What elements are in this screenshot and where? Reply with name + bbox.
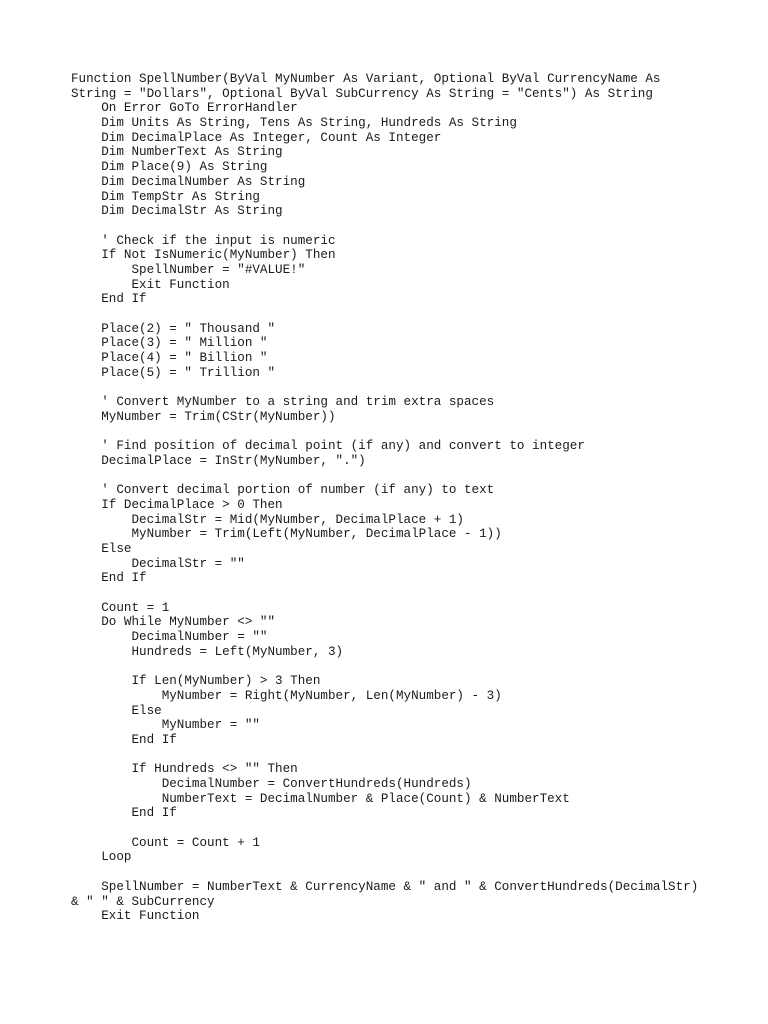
code-line: MyNumber = Trim(Left(MyNumber, DecimalPlace - 1)) — [71, 527, 502, 542]
code-line: End If — [71, 292, 147, 307]
code-line: Do While MyNumber <> "" — [71, 615, 276, 630]
code-line — [71, 307, 711, 322]
code-line: MyNumber = Right(MyNumber, Len(MyNumber) - 3) — [71, 688, 502, 703]
code-line: Count = 1 — [71, 600, 170, 615]
code-line: Hundreds = Left(MyNumber, 3) — [71, 644, 344, 659]
code-line — [71, 865, 711, 880]
code-line: Dim TempStr As String — [71, 189, 260, 204]
code-line: If DecimalPlace > 0 Then — [71, 497, 283, 512]
code-line: ' Check if the input is numeric — [71, 233, 336, 248]
code-line: Place(5) = " Trillion " — [71, 365, 276, 380]
code-line: SpellNumber = "#VALUE!" — [71, 262, 306, 277]
code-line: Place(3) = " Million " — [71, 336, 268, 351]
code-line: MyNumber = Trim(CStr(MyNumber)) — [71, 409, 336, 424]
code-line: Dim Place(9) As String — [71, 160, 268, 175]
code-line — [71, 660, 711, 675]
code-line: End If — [71, 571, 147, 586]
code-line: String = "Dollars", Optional ByVal SubCurrency As String = "Cents") As String — [71, 86, 653, 101]
code-line: Exit Function — [71, 277, 230, 292]
code-line: DecimalNumber = ConvertHundreds(Hundreds) — [71, 777, 472, 791]
code-line: If Hundreds <> "" Then — [71, 762, 298, 777]
code-line: Dim DecimalStr As String — [71, 204, 283, 219]
code-line: Place(4) = " Billion " — [71, 351, 268, 366]
code-line: On Error GoTo ErrorHandler — [71, 101, 298, 116]
code-line: MyNumber = "" — [71, 718, 260, 733]
code-line: DecimalPlace = InStr(MyNumber, ".") — [71, 453, 366, 468]
code-line: If Not IsNumeric(MyNumber) Then — [71, 248, 336, 263]
code-line — [71, 821, 711, 836]
code-line: Else — [71, 703, 162, 718]
code-line: Dim Units As String, Tens As String, Hundreds As String — [71, 116, 517, 131]
code-line: & " " & SubCurrency — [71, 894, 215, 909]
code-line: NumberText = DecimalNumber & Place(Count) & NumberText — [71, 791, 570, 806]
code-line: ' Convert MyNumber to a string and trim extra spaces — [71, 395, 495, 410]
code-line: ' Find position of decimal point (if any) and convert to integer — [71, 439, 585, 454]
code-line: Place(2) = " Thousand " — [71, 321, 276, 336]
code-line: DecimalStr = Mid(MyNumber, DecimalPlace + 1) — [71, 512, 464, 527]
code-line: End If — [71, 806, 177, 821]
code-line: If Len(MyNumber) > 3 Then — [71, 674, 321, 689]
code-line: Count = Count + 1 — [71, 835, 260, 850]
code-line: SpellNumber = NumberText & CurrencyName & " and " & ConvertHundreds(DecimalStr) — [71, 879, 699, 894]
code-line: DecimalNumber = "" — [71, 630, 268, 645]
code-line — [71, 219, 711, 234]
code-listing — [71, 72, 711, 924]
code-line: Dim DecimalPlace As Integer, Count As Integer — [71, 130, 442, 145]
code-line — [71, 469, 711, 484]
code-line: Dim DecimalNumber As String — [71, 174, 306, 189]
code-line: DecimalStr = "" — [71, 556, 245, 571]
code-line: ' Convert decimal portion of number (if any) to text — [71, 483, 495, 498]
code-line: Exit Function — [71, 909, 200, 924]
code-line: End If — [71, 732, 177, 747]
code-line — [71, 380, 711, 395]
code-line: Function SpellNumber(ByVal MyNumber As Variant, Optional ByVal CurrencyName As — [71, 72, 661, 86]
code-line: Loop — [71, 850, 132, 865]
code-line — [71, 748, 711, 763]
code-line — [71, 586, 711, 601]
code-line — [71, 425, 711, 440]
code-line: Dim NumberText As String — [71, 145, 283, 160]
code-line: Else — [71, 542, 132, 556]
